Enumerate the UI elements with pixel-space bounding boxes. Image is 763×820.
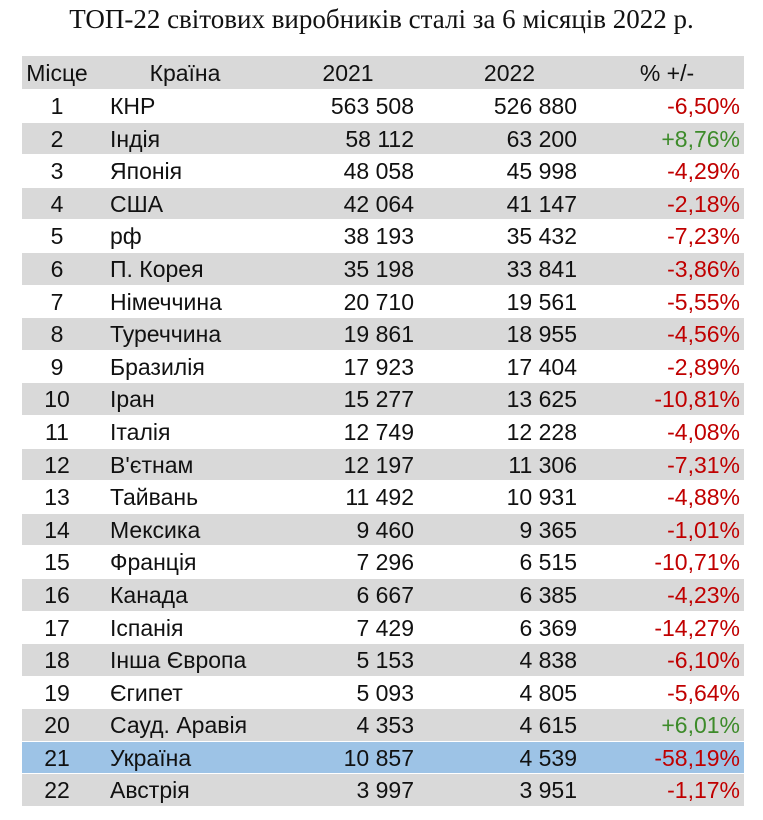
table-row xyxy=(22,644,744,677)
pct-change-cell: -4,08% xyxy=(667,418,740,445)
rank-cell: 2 xyxy=(50,125,64,152)
rank-cell: 21 xyxy=(44,744,70,771)
rank-cell: 17 xyxy=(44,614,70,641)
country-cell: США xyxy=(110,190,164,217)
value-2021-cell: 58 112 xyxy=(345,125,414,152)
table-row xyxy=(22,286,744,319)
value-2022-cell: 63 200 xyxy=(506,125,577,152)
value-2022-cell: 6 385 xyxy=(519,581,577,608)
value-2022-cell: 33 841 xyxy=(506,255,577,282)
country-cell: Італія xyxy=(110,418,171,445)
pct-change-cell: -1,17% xyxy=(667,777,740,804)
value-2022-cell: 526 880 xyxy=(493,93,577,119)
value-2022-cell: 35 432 xyxy=(506,223,577,250)
country-cell: Німеччина xyxy=(110,288,222,315)
value-2022-cell: 18 955 xyxy=(506,321,577,348)
rank-cell: 9 xyxy=(50,353,64,380)
pct-change-cell: -5,55% xyxy=(667,288,740,315)
value-2021-cell: 5 153 xyxy=(356,647,414,674)
country-cell: Україна xyxy=(110,744,192,771)
table-row xyxy=(22,481,744,514)
table-row xyxy=(22,742,744,775)
rank-cell: 10 xyxy=(44,386,70,413)
value-2022-cell: 19 561 xyxy=(506,288,577,315)
country-cell: Канада xyxy=(110,581,188,608)
header-rank: Місце xyxy=(26,60,88,86)
pct-change-cell: -5,64% xyxy=(667,679,740,706)
value-2021-cell: 3 997 xyxy=(356,777,414,804)
value-2022-cell: 13 625 xyxy=(506,386,577,413)
value-2021-cell: 7 296 xyxy=(356,549,414,576)
country-cell: Сауд. Аравія xyxy=(110,712,248,739)
table-row xyxy=(22,612,744,645)
value-2021-cell: 5 093 xyxy=(356,679,414,706)
value-2022-cell: 6 515 xyxy=(519,549,577,576)
country-cell: рф xyxy=(110,223,142,250)
country-cell: Іспанія xyxy=(110,614,184,641)
country-cell: Бразилія xyxy=(110,353,205,380)
table-row xyxy=(22,579,744,612)
country-cell: Іран xyxy=(110,386,155,413)
value-2021-cell: 35 198 xyxy=(343,255,414,282)
header-pct-change: % +/- xyxy=(639,60,695,86)
value-2021-cell: 12 197 xyxy=(343,451,414,478)
value-2021-cell: 17 923 xyxy=(343,353,414,380)
rank-cell: 22 xyxy=(44,777,70,804)
country-cell: В'єтнам xyxy=(110,451,194,478)
pct-change-cell: -4,29% xyxy=(667,158,740,185)
pct-change-cell: -58,19% xyxy=(654,744,740,771)
pct-change-cell: -14,27% xyxy=(654,614,740,641)
table-row xyxy=(22,351,744,384)
table-row xyxy=(22,677,744,710)
country-cell: Індія xyxy=(110,125,161,152)
rank-cell: 16 xyxy=(44,581,70,608)
table-row xyxy=(22,155,744,188)
country-cell: КНР xyxy=(110,93,156,119)
rank-cell: 11 xyxy=(45,418,69,445)
table-row xyxy=(22,90,744,123)
table-row xyxy=(22,383,744,416)
rank-cell: 18 xyxy=(44,647,70,674)
table-row xyxy=(22,318,744,351)
table-row xyxy=(22,220,744,253)
table-row xyxy=(22,449,744,482)
value-2021-cell: 42 064 xyxy=(343,190,414,217)
country-cell: Японія xyxy=(110,158,183,185)
pct-change-cell: -6,50% xyxy=(667,93,740,119)
rank-cell: 7 xyxy=(50,288,64,315)
pct-change-cell: -4,88% xyxy=(667,484,740,511)
rank-cell: 4 xyxy=(50,190,64,217)
table-row xyxy=(22,123,744,156)
pct-change-cell: +6,01% xyxy=(661,712,740,739)
rank-cell: 1 xyxy=(50,93,64,119)
rank-cell: 20 xyxy=(44,712,70,739)
country-cell: Тайвань xyxy=(110,484,199,511)
pct-change-cell: -10,81% xyxy=(654,386,740,413)
value-2021-cell: 19 861 xyxy=(343,321,414,348)
pct-change-cell: -3,86% xyxy=(667,255,740,282)
rank-cell: 8 xyxy=(50,321,64,348)
value-2021-cell: 12 749 xyxy=(343,418,414,445)
value-2021-cell: 7 429 xyxy=(356,614,414,641)
rank-cell: 15 xyxy=(44,549,70,576)
rank-cell: 13 xyxy=(44,484,70,511)
country-cell: Єгипет xyxy=(110,679,183,706)
value-2022-cell: 10 931 xyxy=(506,484,577,511)
pct-change-cell: +8,76% xyxy=(661,125,740,152)
value-2021-cell: 9 460 xyxy=(356,516,414,543)
country-cell: Інша Європа xyxy=(110,647,247,674)
value-2022-cell: 6 369 xyxy=(519,614,577,641)
value-2021-cell: 4 353 xyxy=(356,712,414,739)
table-row xyxy=(22,709,744,742)
value-2022-cell: 4 838 xyxy=(519,647,577,674)
pct-change-cell: -7,23% xyxy=(667,223,740,250)
table-row xyxy=(22,416,744,449)
value-2021-cell: 48 058 xyxy=(343,158,414,185)
value-2022-cell: 4 805 xyxy=(519,679,577,706)
table-row xyxy=(22,546,744,579)
value-2022-cell: 3 951 xyxy=(519,777,577,804)
pct-change-cell: -2,89% xyxy=(667,353,740,380)
header-2022: 2022 xyxy=(483,60,536,86)
value-2021-cell: 20 710 xyxy=(343,288,414,315)
table-header-row xyxy=(22,56,744,90)
table-title: ТОП-22 світових виробників сталі за 6 місяців 2022 р. xyxy=(69,4,694,34)
value-2022-cell: 41 147 xyxy=(506,190,577,217)
table-row xyxy=(22,774,744,807)
pct-change-cell: -4,23% xyxy=(667,581,740,608)
rank-cell: 3 xyxy=(50,158,64,185)
pct-change-cell: -1,01% xyxy=(667,516,740,543)
header-country: Країна xyxy=(149,60,221,86)
value-2022-cell: 4 615 xyxy=(519,712,577,739)
value-2021-cell: 6 667 xyxy=(356,581,414,608)
value-2022-cell: 12 228 xyxy=(506,418,577,445)
value-2022-cell: 4 539 xyxy=(519,744,577,771)
table-row xyxy=(22,253,744,286)
pct-change-cell: -7,31% xyxy=(667,451,740,478)
country-cell: П. Корея xyxy=(110,255,204,282)
rank-cell: 19 xyxy=(44,679,70,706)
value-2021-cell: 10 857 xyxy=(343,744,414,771)
country-cell: Франція xyxy=(110,549,197,576)
pct-change-cell: -4,56% xyxy=(667,321,740,348)
pct-change-cell: -10,71% xyxy=(654,549,740,576)
value-2021-cell: 11 492 xyxy=(345,484,414,511)
country-cell: Мексика xyxy=(110,516,201,543)
table-row xyxy=(22,514,744,547)
country-cell: Австрія xyxy=(110,777,190,804)
table-body xyxy=(22,90,744,807)
value-2021-cell: 563 508 xyxy=(330,93,414,119)
pct-change-cell: -2,18% xyxy=(667,190,740,217)
country-cell: Туреччина xyxy=(110,321,222,348)
pct-change-cell: -6,10% xyxy=(667,647,740,674)
value-2021-cell: 38 193 xyxy=(343,223,414,250)
value-2022-cell: 17 404 xyxy=(506,353,577,380)
table-row xyxy=(22,188,744,221)
rank-cell: 12 xyxy=(44,451,70,478)
value-2022-cell: 45 998 xyxy=(506,158,577,185)
value-2021-cell: 15 277 xyxy=(343,386,414,413)
value-2022-cell: 9 365 xyxy=(519,516,577,543)
rank-cell: 14 xyxy=(44,516,70,543)
value-2022-cell: 11 306 xyxy=(508,451,577,478)
rank-cell: 5 xyxy=(50,223,64,250)
header-2021: 2021 xyxy=(322,60,374,86)
rank-cell: 6 xyxy=(50,255,64,282)
steel-producers-table xyxy=(22,56,744,807)
